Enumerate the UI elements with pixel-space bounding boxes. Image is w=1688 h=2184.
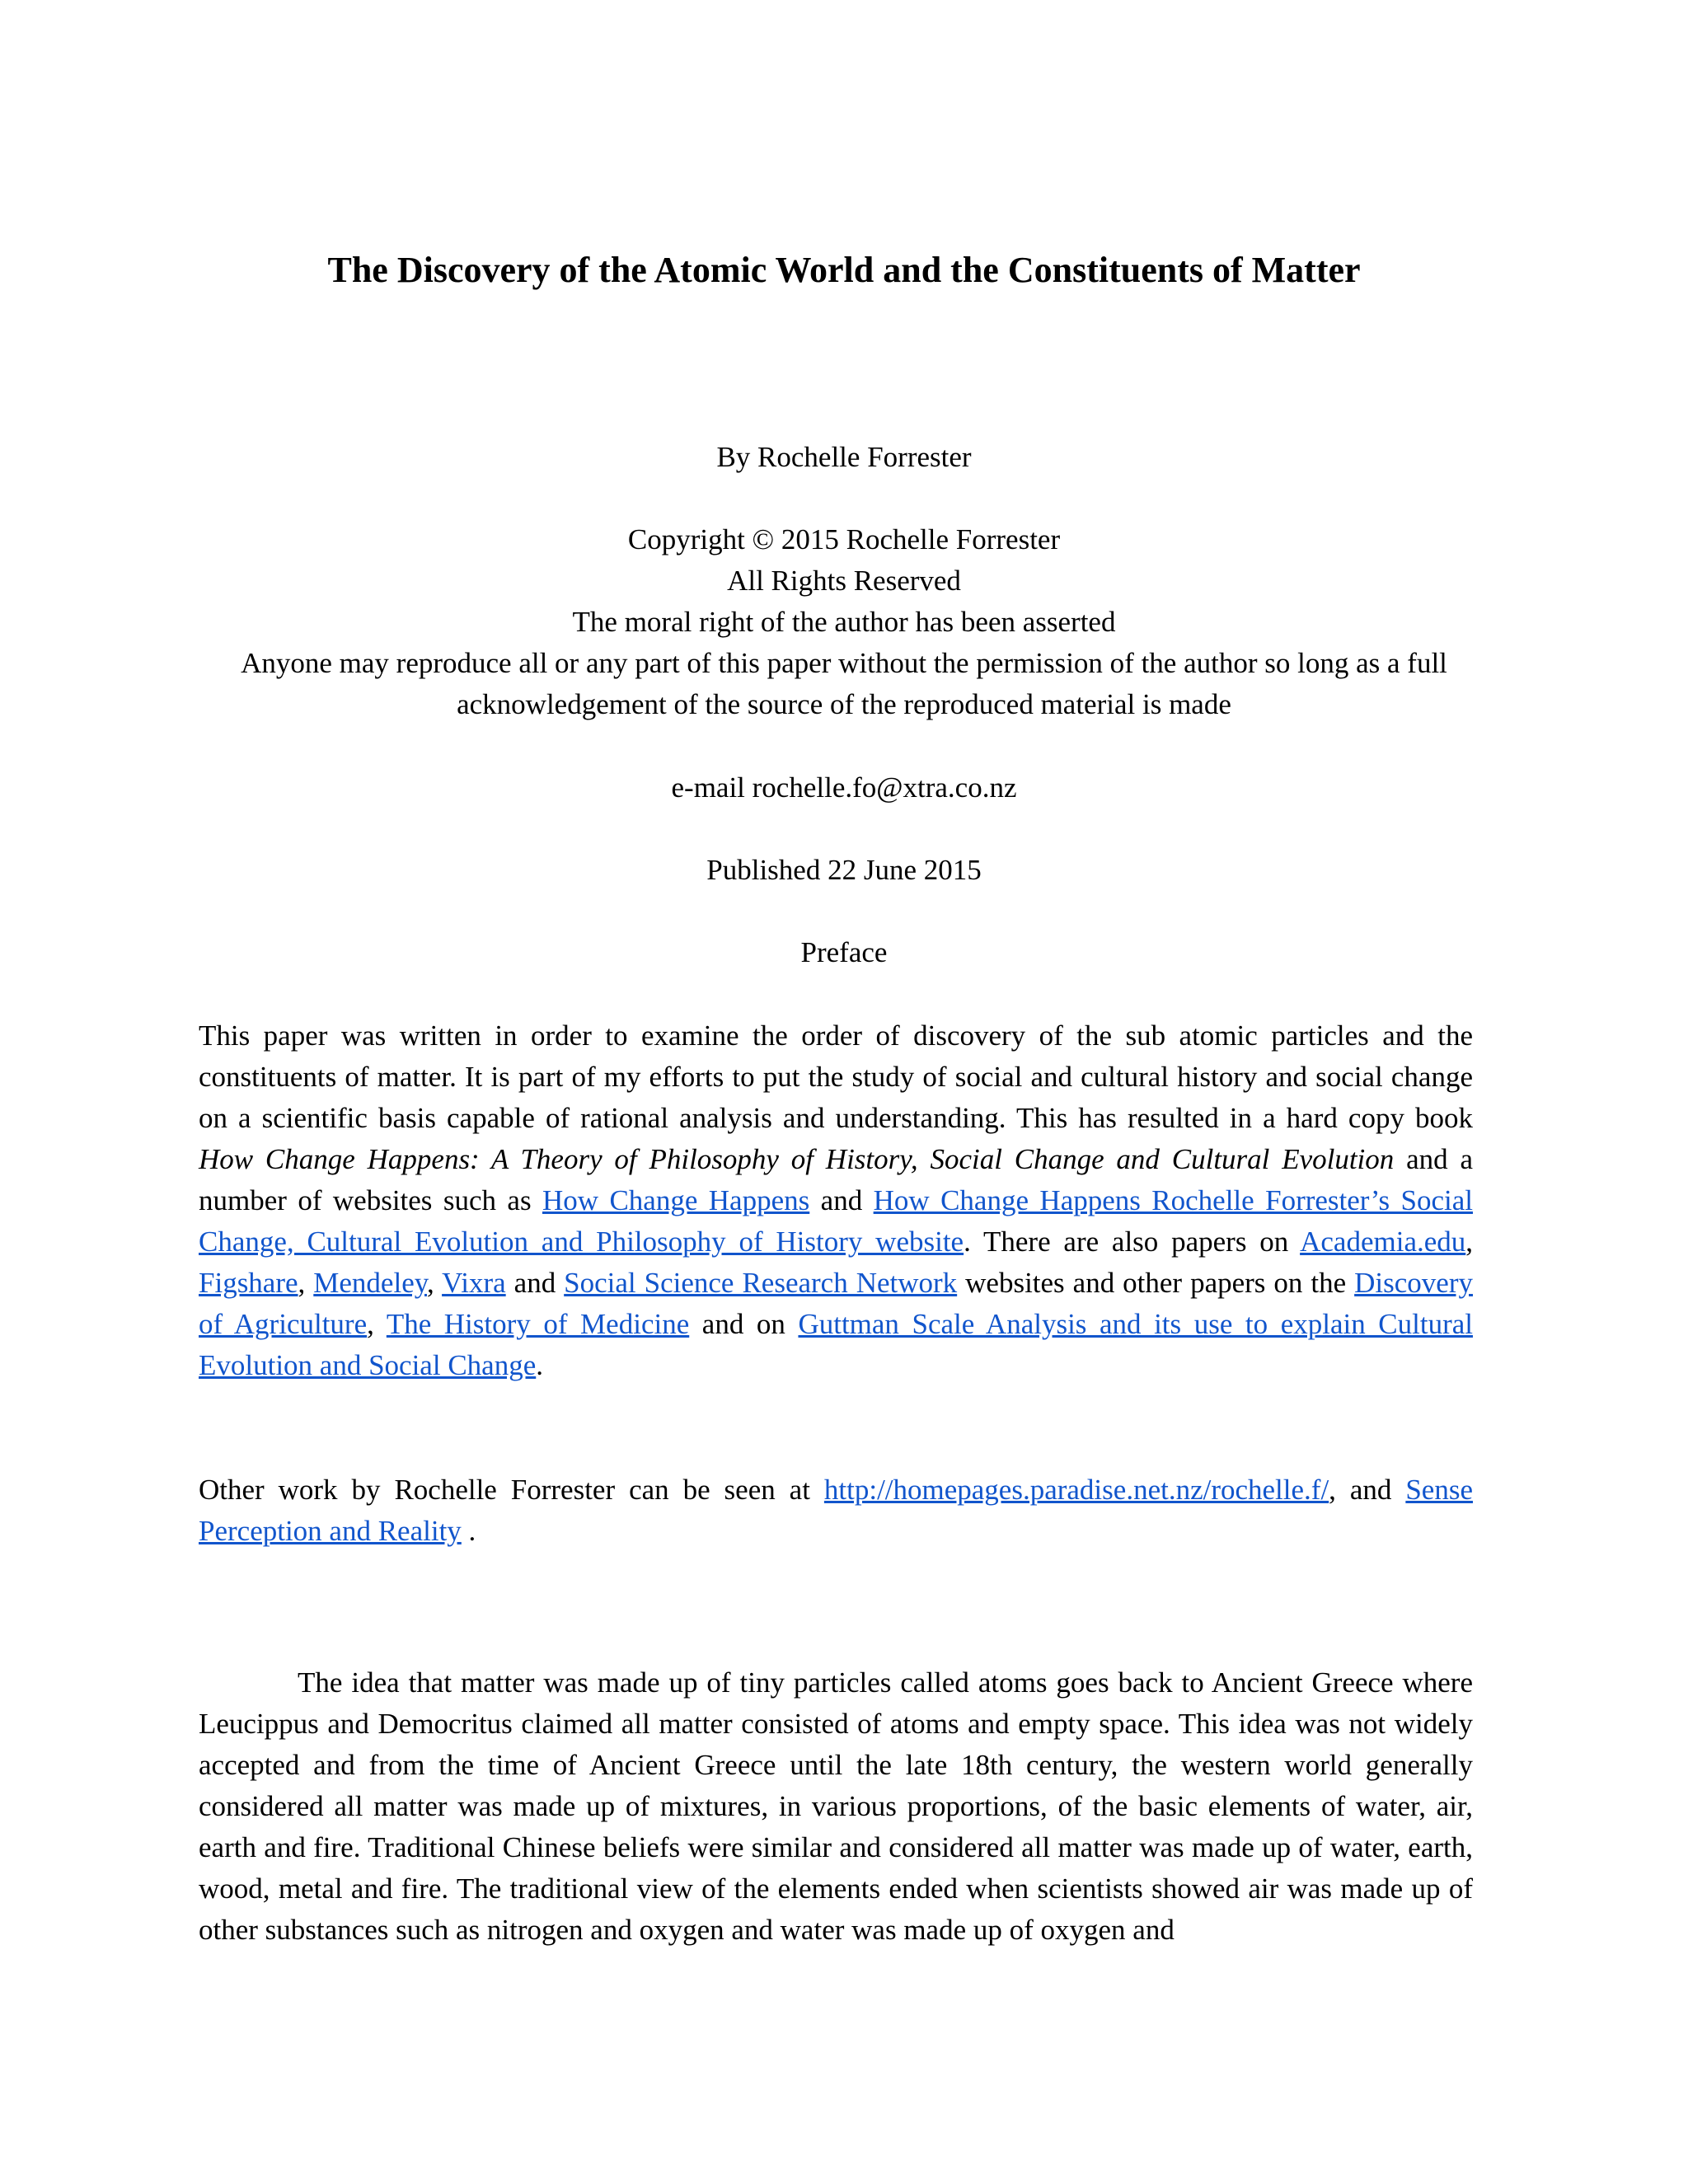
- preface-text-3: and: [809, 1184, 874, 1216]
- moral-right-line: The moral right of the author has been asserted: [572, 606, 1116, 638]
- link-ssrn[interactable]: Social Science Research Network: [564, 1267, 958, 1299]
- preface-heading: Preface: [800, 936, 888, 968]
- link-guttman[interactable]: Guttman Scale Analysis and its use to explain Cultural Evolution and Social Change: [199, 1308, 1473, 1381]
- link-vixra[interactable]: Vixra: [442, 1267, 506, 1299]
- link-medicine[interactable]: The History of Medicine: [386, 1308, 690, 1340]
- link-agriculture[interactable]: Discovery of Agriculture: [199, 1267, 1473, 1340]
- preface-text-4: . There are also papers on: [964, 1226, 1301, 1258]
- copyright-block: [0, 519, 1688, 725]
- link-website[interactable]: How Change Happens Rochelle Forrester’s Social Change, Cultural Evolution and Philosophy of History website: [199, 1184, 1473, 1258]
- preface-text-6: websites and other papers on the: [957, 1267, 1355, 1299]
- published-line: Published 22 June 2015: [706, 854, 982, 886]
- link-how-change-happens[interactable]: How Change Happens: [542, 1184, 810, 1216]
- copyright-line: Copyright © 2015 Rochelle Forrester: [627, 523, 1061, 555]
- link-sense-perception[interactable]: Sense Perception and Reality: [199, 1474, 1473, 1547]
- preface-text-1: This paper was written in order to examine the order of discovery of the sub atomic particles and the constituents of matter. It is part of my efforts to put the study of social and cultural history and social change on a scientific basis capable of rational analysis and understanding. This has resulted in a hard copy book: [199, 1019, 1473, 1134]
- byline: By Rochelle Forrester: [716, 441, 972, 473]
- preface-text-2: and a number of websites such as: [199, 1143, 1473, 1216]
- preface-text-8: .: [536, 1349, 543, 1381]
- document-title: The Discovery of the Atomic World and the Constituents of Matter: [327, 250, 1361, 290]
- link-academia[interactable]: Academia.edu: [1300, 1226, 1466, 1258]
- reproduce-line-1: Anyone may reproduce all or any part of this paper without the permission of the author so long as a full: [241, 647, 1447, 679]
- link-mendeley[interactable]: Mendeley: [313, 1267, 427, 1299]
- other-work-text-3: .: [461, 1515, 476, 1547]
- separator: ,: [367, 1308, 387, 1340]
- link-homepage[interactable]: http://homepages.paradise.net.nz/rochelle.f/: [823, 1474, 1329, 1506]
- separator: ,: [1465, 1226, 1474, 1258]
- other-work-text-2: , and: [1329, 1474, 1406, 1506]
- preface-text-7: and on: [689, 1308, 799, 1340]
- link-figshare[interactable]: Figshare: [199, 1267, 298, 1299]
- reproduce-line-2: acknowledgement of the source of the reproduced material is made: [457, 688, 1231, 720]
- email-line: e-mail rochelle.fo@xtra.co.nz: [671, 771, 1017, 804]
- separator: ,: [426, 1267, 443, 1299]
- separator: ,: [298, 1267, 314, 1299]
- other-work-text-1: Other work by Rochelle Forrester can be seen at: [199, 1474, 824, 1506]
- body-paragraph: [199, 1662, 1473, 1951]
- book-title: How Change Happens: A Theory of Philosophy of History, Social Change and Cultural Evolution: [199, 1143, 1395, 1175]
- preface-text-5: and: [505, 1267, 565, 1299]
- other-work-paragraph: [199, 1469, 1473, 1552]
- preface-paragraph: [199, 1015, 1473, 1386]
- body-text: The idea that matter was made up of tiny particles called atoms goes back to Ancient Greece where Leucippus and Democritus claimed all matter consisted of atoms and empty space. This idea was not widely accepted and from the time of Ancient Greece until the late 18th century, the western world generally considered all matter was made up of mixtures, in various proportions, of the basic elements of water, air, earth and fire. Traditional Chinese beliefs were similar and considered all matter was made up of water, earth, wood, metal and fire. The traditional view of the elements ended when scientists showed air was made up of other substances such as nitrogen and oxygen and water was made up of oxygen and: [199, 1666, 1473, 1946]
- rights-line: All Rights Reserved: [727, 565, 961, 597]
